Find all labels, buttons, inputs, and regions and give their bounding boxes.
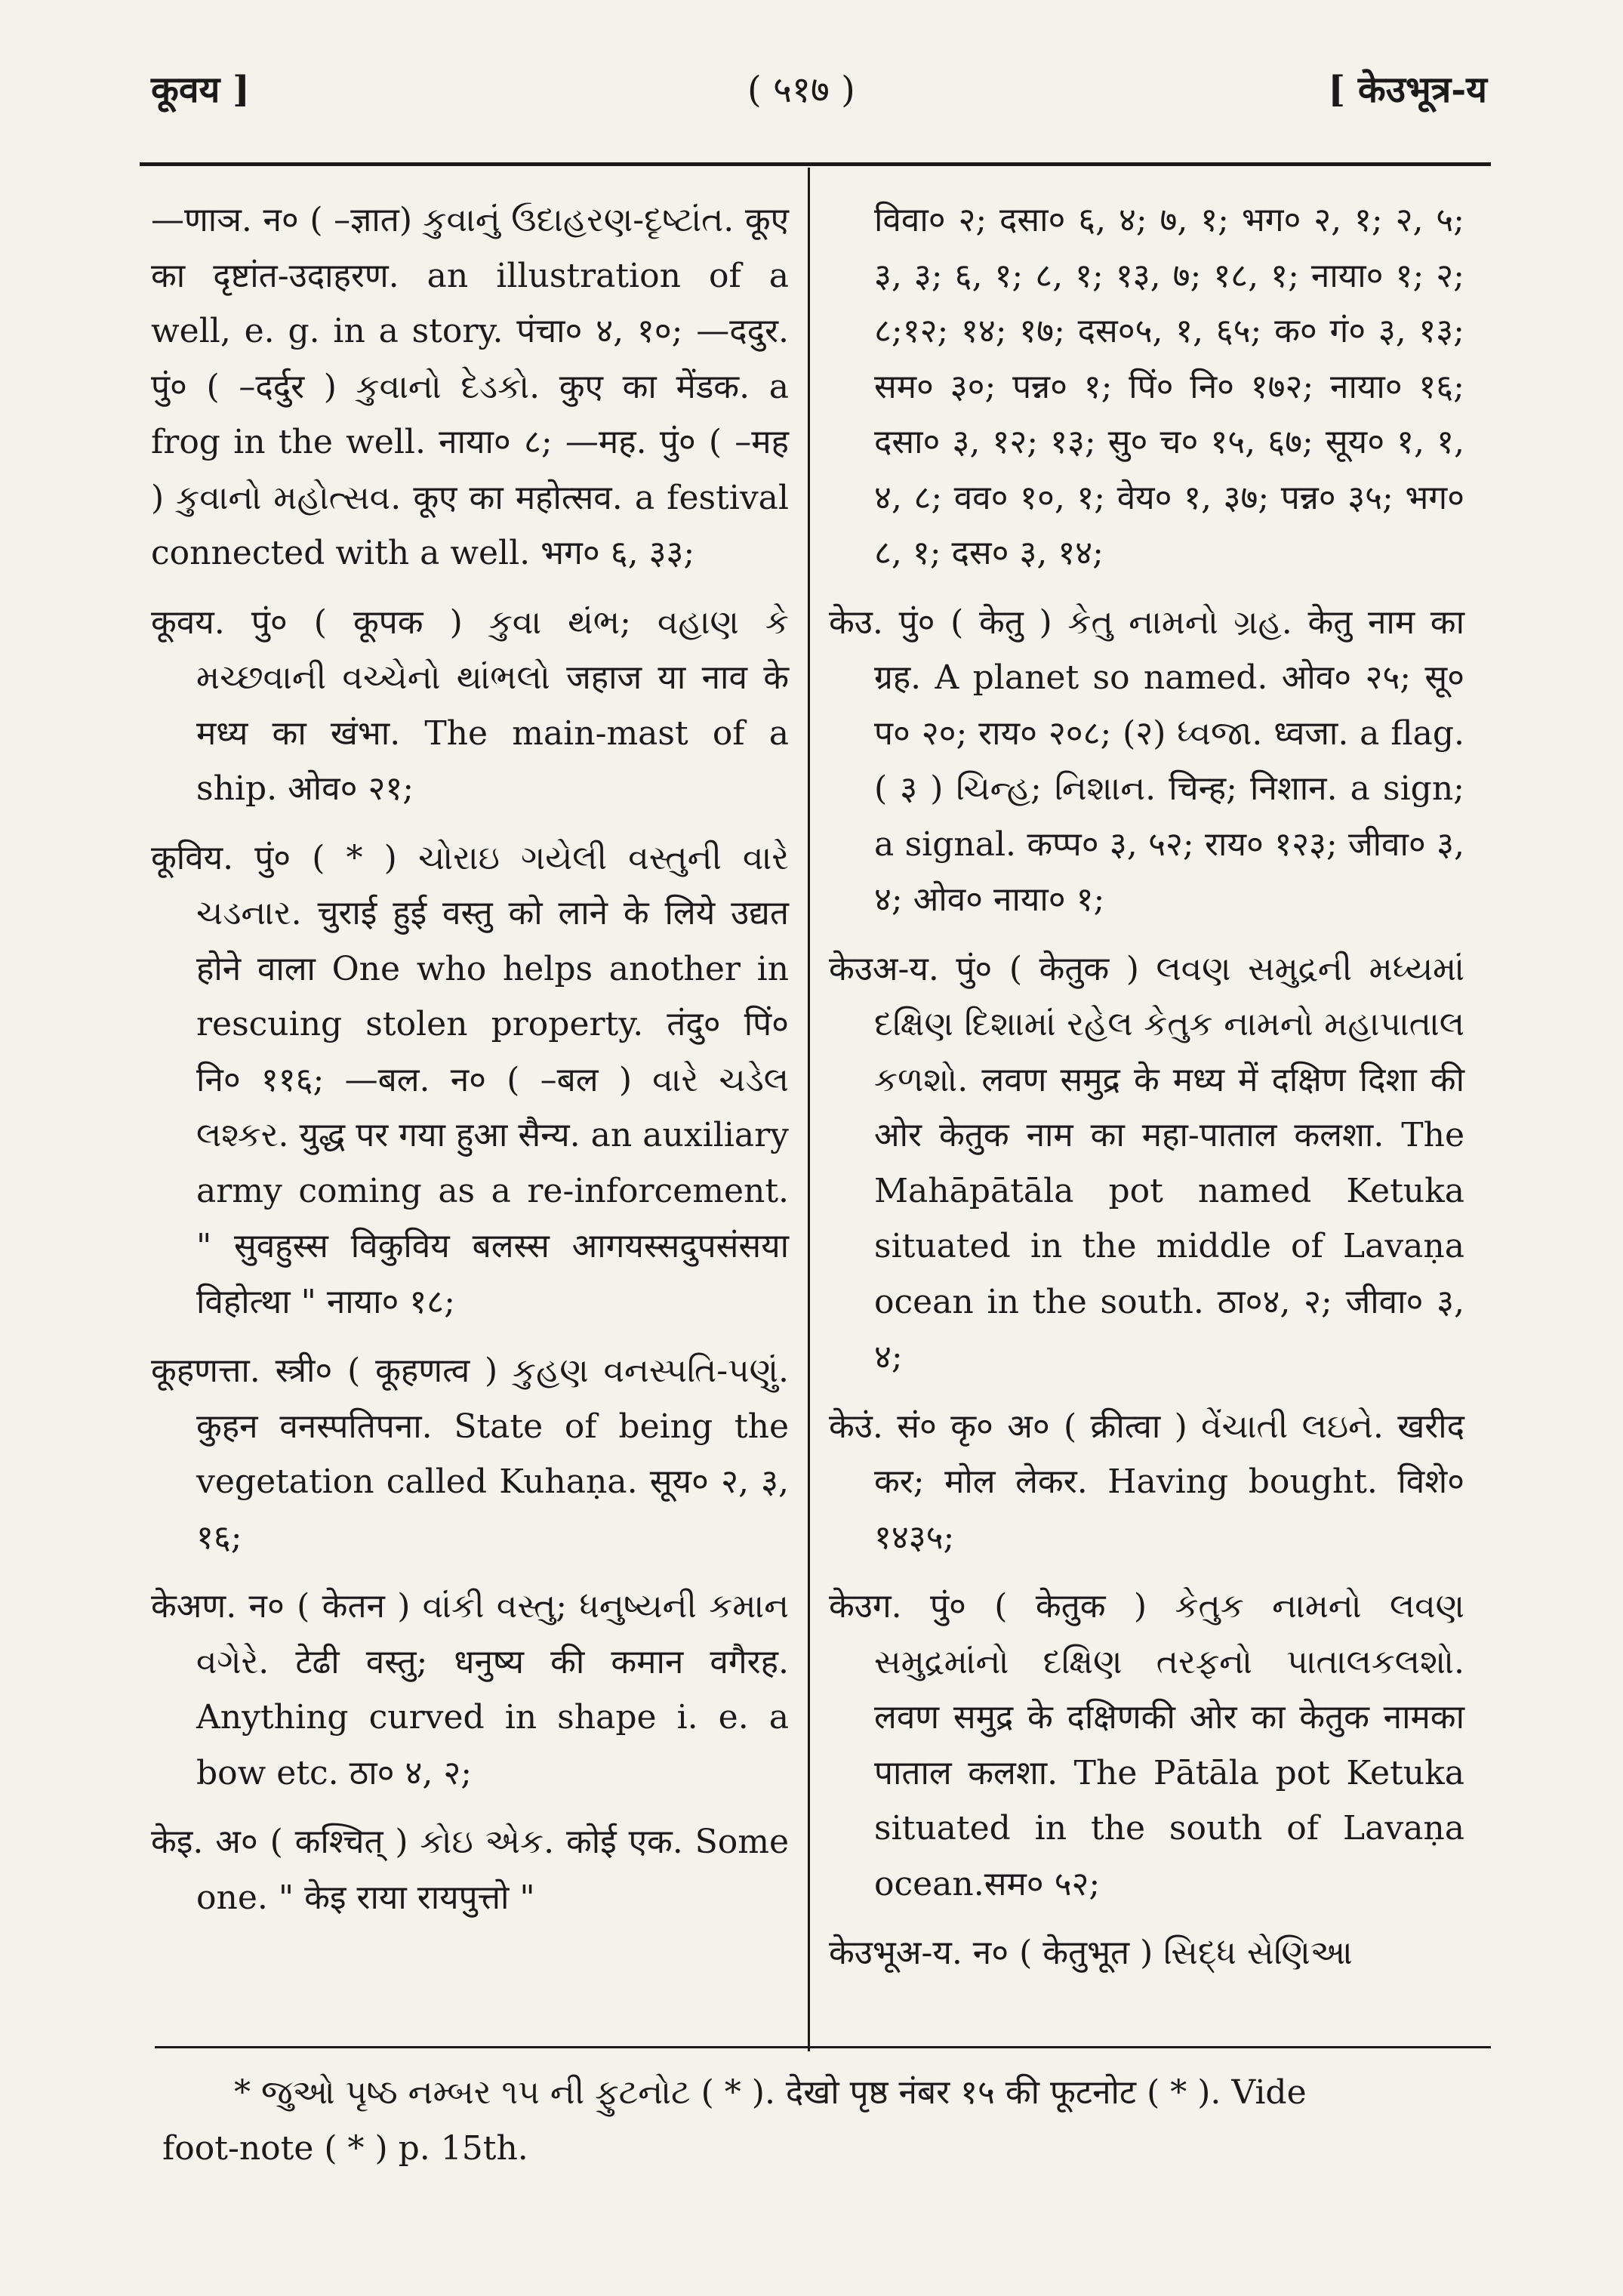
footnote-line-1: * જુઓ પૃષ્ઠ નમ્બર ૧૫ ની ફુટનોટ ( * ). देखो पृष्ठ नंबर १५ की फूटनोट ( * ). Vide bbox=[234, 2073, 1307, 2112]
entry-kuhanatta: कूहणत्ता. स्त्री० ( कूहणत्व ) કુહણ વનસ્પતિ-પણું. कुहन वनस्पतिपना. State of being the vegetation called Kuhaṇa. सूय० २, ३, १६; bbox=[151, 1351, 789, 1557]
header-right-guide-word: [ केउभूत्र-य bbox=[1328, 69, 1487, 111]
footnote-line-2: foot-note ( * ) p. 15th. bbox=[162, 2129, 528, 2168]
entry-keu: केउ. पुं० ( केतु ) કેતુ નામનો ગ્રહ. केतु नाम का ग्रह. A planet so named. ओव० २५; सू० प० २०; राय० २०८; (२) ધ્વજા. ध्वजा. a flag. ( ३ ) ચિન્હ; નિશાન. चिन्ह; निशान. a sign; a signal. कप्प० ३, ५२; राय० १२३; जीवा० ३, ४; ओव० नाया० १; bbox=[829, 603, 1464, 919]
entry-kuvaya: कूवय. पुं० ( कूपक ) કુવા થંભ; વહાણ કે મચ્છવાની વચ્ચેનો થાંભલો जहाज या नाव के मध्य का खंभा. The main-mast of a ship. ओव० २१; bbox=[151, 603, 789, 808]
entry-keua: केउअ-य. पुं० ( केतुक ) લવણ સમુદ્રની મધ્યમાં દક્ષિણ દિશામાં રહેલ કેતુક નામનો મહાપાતાલ કળશો. लवण समुद्र के मध्य में दक्षिण दिशा की ओर केतुक नाम का महा-पाताल कलशा. The Mahāpātāla pot named Ketuka situated in the middle of Lavaṇa ocean in the south. ठा०४, २; जीवा० ३, ४; bbox=[829, 949, 1464, 1376]
footnote bbox=[162, 2065, 1483, 2177]
entry-kei: केइ. अ० ( कश्चित् ) કોઇ એક. कोई एक. Some one. " केइ राया रायपुत्तो " bbox=[151, 1823, 789, 1917]
entry-kuviya: कूविय. पुं० ( * ) ચોરાઇ ગયેલી વસ્તુની વારે ચડનાર. चुराई हुई वस्तु को लाने के लिये उद्यत होने वाला One who helps another in rescuing stolen property. तंदु० पिं० नि० ११६; —बल. न० ( –बल ) વારે ચડેલ લશ્કર. युद्ध पर गया हुआ सैन्य. an auxiliary army coming as a re-inforcement. " सुवहुस्स विकुविय बलस्स आगयस्सदुपसंसया विहोत्था " नाया० १८; bbox=[151, 838, 789, 1321]
header-left-guide-word: कूवय ] bbox=[151, 69, 250, 111]
page-number: ( ५१७ ) bbox=[747, 69, 855, 111]
entry-keana: केअण. न० ( केतन ) વાંકી વસ્તુ; ધનુષ્યની કમાન વગેરે. टेढी वस्तु; धनुष्य की कमान वगैरह. Anything curved in shape i. e. a bow etc. ठा० ४, २; bbox=[151, 1587, 789, 1792]
left-column bbox=[151, 193, 789, 1939]
footnote-rule bbox=[155, 2046, 1491, 2048]
entry-keuga: केउग. पुं० ( केतुक ) કેતુક નામનો લવણ સમુદ્રમાંનો દક્ષિણ તરફનો પાતાલકલશો. लवण समुद्र के दक्षिणकी ओर का केतुक नामका पाताल कलशा. The Pātāla pot Ketuka situated in the south of Lavaṇa ocean.सम० ५२; bbox=[829, 1587, 1464, 1903]
entry-references-continuation: विवा० २; दसा० ६, ४; ७, १; भग० २, १; २, ५; ३, ३; ६, १; ८, १; १३, ७; १८, १; नाया० १; २; ८;१२; १४; १७; दस०५, १, ६५; क० गं० ३, १३; सम० ३०; पन्न० १; पिं० नि० १७२; नाया० १६; दसा० ३, १२; १३; सु० च० १५, ६७; सूय० १, १, ४, ८; वव० १०, १; वेय० १, ३७; पन्न० ३५; भग० ८, १; दस० ३, १४; bbox=[874, 201, 1464, 572]
right-column bbox=[829, 193, 1464, 1995]
entry-keubhua: केउभूअ-य. न० ( केतुभूत ) સિદ્ધ સેણિઆ bbox=[829, 1934, 1353, 1972]
entry-continuation: —णाञ. न० ( –ज्ञात) કુવાનું ઉદાહરણ-દૃષ્ટાંત. कूए का दृष्टांत-उदाहरण. an illustration of a well, e. g. in a story. पंचा० ४, १०; —ददुर. पुं० ( –दर्दुर ) કુવાનો દેડકો. कुए का मेंडक. a frog in the well. नाया० ८; —मह. पुं० ( –मह ) કુવાનો મહોત્સવ. कूए का महोत्सव. a festival connected with a well. भग० ६, ३३; bbox=[151, 201, 789, 572]
column-divider bbox=[808, 168, 810, 2051]
entry-keum: केउं. सं० कृ० अ० ( क्रीत्वा ) વેંચાતી લઇને. खरीद कर; मोल लेकर. Having bought. विशे० १४३५; bbox=[829, 1407, 1464, 1557]
header-rule bbox=[140, 162, 1491, 166]
